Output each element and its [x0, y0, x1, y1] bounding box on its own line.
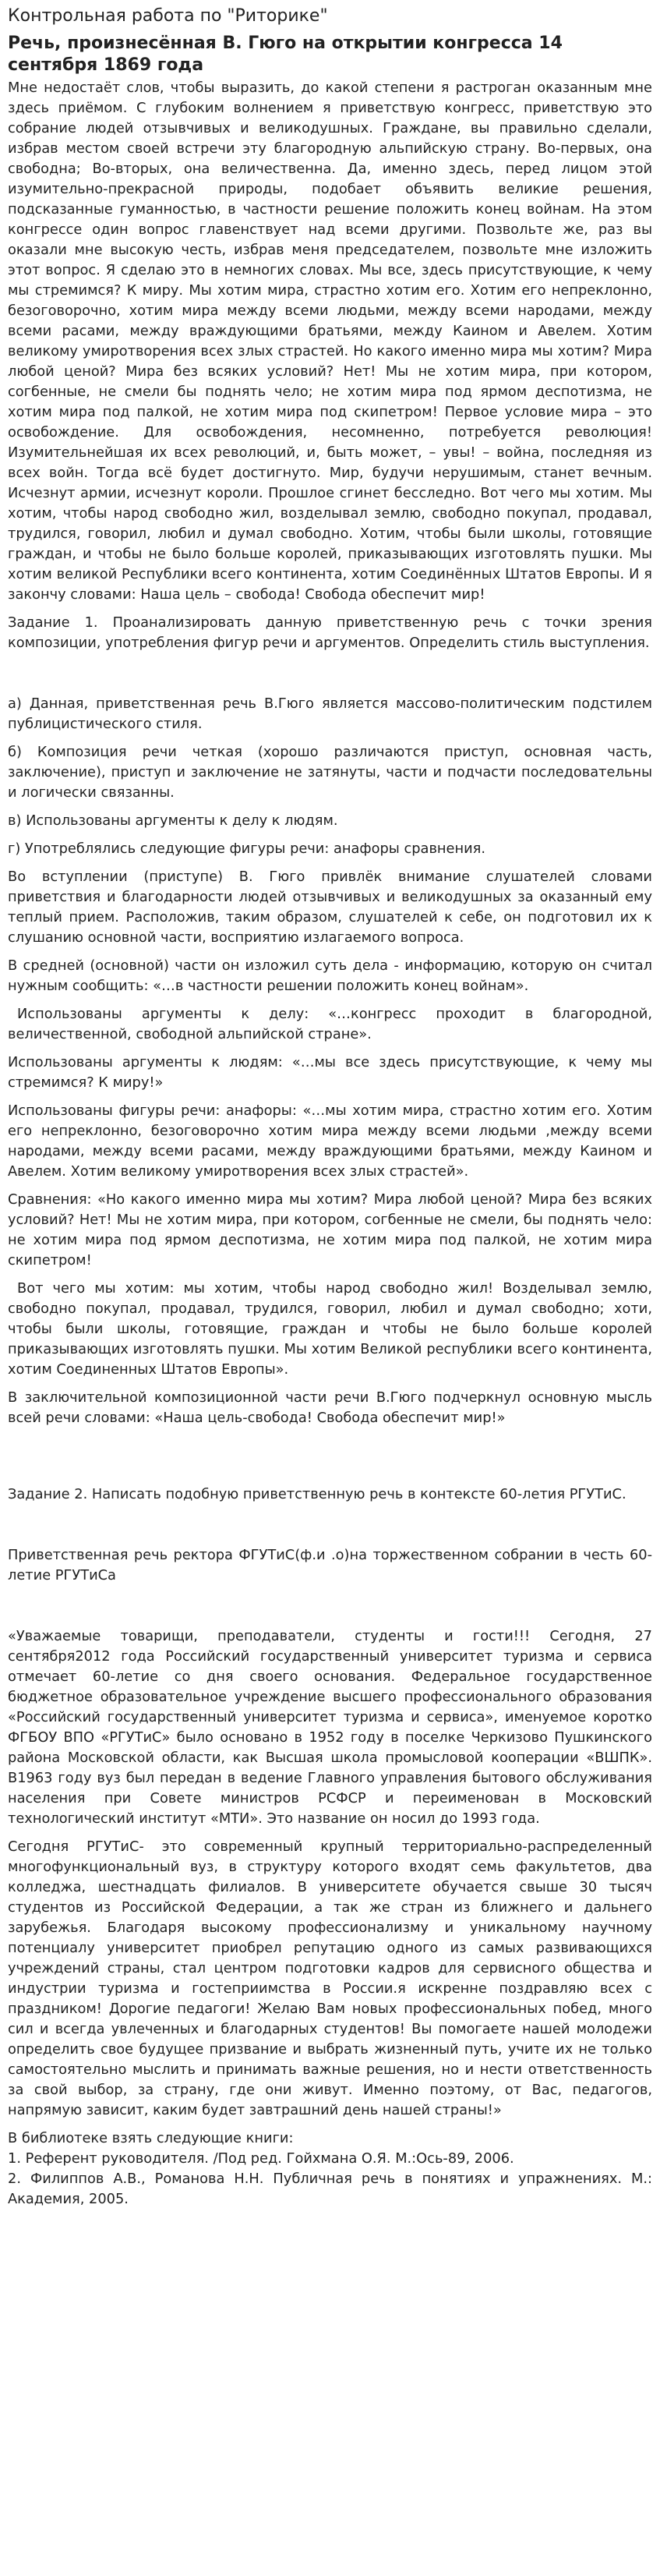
task-2: Задание 2. Написать подобную приветственную речь в контексте 60-летия РГУТиС.	[8, 1486, 626, 1502]
book-item-1: 1. Референт руководителя. /Под ред. Гойхмана О.Я. М.:Ось-89, 2006.	[8, 2150, 514, 2167]
answer-b: б) Композиция речи четкая (хорошо различаются приступ, основная часть, заключение), приступ и заключение не затянуты, части и подчасти последовательны и логически связанны.	[8, 744, 652, 801]
analysis-anaphora: Использованы фигуры речи: анафоры: «…мы хотим мира, страстно хотим его. Хотим его непреклонно, безоговорочно хотим мира между всеми людьми ,между всеми народами, между всеми расами, между враждующими братьями, между Каином и Авелем. Хотим великому умиротворения всех злых страстей».	[8, 1102, 652, 1180]
speech-text: Мне недостаёт слов, чтобы выразить, до какой степени я растроган оказанным мне здесь приёмом. С глубоким волнением я приветствую конгресс, приветствую это собрание людей отзывчивых и великодушных. Граждане, вы правильно сделали, избрав местом своей встречи эту благородную альпийскую страну. Во-первых, она свободна; Во-вторых, она величественна. Да, именно здесь, перед лицом этой изумительно-прекрасной природы, подобает объявить великие решения, подсказанные гуманностью, в частности решение положить конец войнам. На этом конгрессе один вопрос главенствует над всеми другими. Позвольте же, раз вы оказали мне высокую честь, избрав меня председателем, позвольте мне изложить этот вопрос. Я сделаю это в немногих словах. Мы все, здесь присутствующие, к чему мы стремимся? К миру. Мы хотим мира, страстно хотим его. Хотим его непреклонно, безоговорочно, хотим мира между всеми людьми, между всеми народами, между всеми расами, между враждующими братьями, между Каином и Авелем. Хотим великому умиротворения всех злых страстей. Но какого именно мира мы хотим? Мира любой ценой? Мира без всяких условий? Нет! Мы не хотим мира, при котором, согбенные, не смели бы поднять чело; не хотим мира под ярмом деспотизма, не хотим мира под палкой, не хотим мира под скипетром! Первое условие мира – это освобождение. Для освобождения, несомненно, потребуется революция! Изумительнейшая их всех революций, и, быть может, – увы! – война, последняя из всех войн. Тогда всё будет достигнуто. Мир, будучи нерушимым, станет вечным. Исчезнут армии, исчезнут короли. Прошлое сгинет бесследно. Вот чего мы хотим. Мы хотим, чтобы народ свободно жил, возделывал землю, свободно покупал, продавал, трудился, говорил, любил и думал свободно. Хотим, чтобы были школы, готовящие граждан, и чтобы не было больше королей, приказывающих изготовлять пушки. Мы хотим великой Республики всего континента, хотим Соединённых Штатов Европы. И я закончу словами: Наша цель – свобода! Свобода обеспечит мир!	[8, 80, 652, 603]
analysis-intro: Во вступлении (приступе) В. Гюго привлёк внимание слушателей словами приветствия и благодарности людей отзывчивых и великодушных за оказанный ему теплый прием. Расположив, таким образом, слушателей к себе, он подготовил их к слушанию основной части, восприятию излагаемого вопроса.	[8, 869, 652, 946]
analysis-comparison: Сравнения: «Но какого именно мира мы хотим? Мира любой ценой? Мира без всяких условий? Нет! Мы не хотим мира, при котором, согбенные не смели, бы поднять чело: не хотим мира под ярмом деспотизма, не хотим мира под палкой, не хотим мира скипетром!	[8, 1191, 652, 1269]
book-item-2: 2. Филиппов А.В., Романова Н.Н. Публичная речь в понятиях и упражнениях. М.: Академия, 2005.	[8, 2171, 652, 2207]
answer-g: г) Употреблялись следующие фигуры речи: анафоры сравнения.	[8, 840, 486, 857]
answer-v: в) Использованы аргументы к делу к людям.	[8, 812, 338, 829]
answer-a: а) Данная, приветственная речь В.Гюго является массово-политическим подстилем публицистического стиля.	[8, 695, 652, 732]
speech2-paragraph-1: «Уважаемые товарищи, преподаватели, студенты и гости!!! Сегодня, 27 сентября2012 года Российский государственный университет туризма и сервиса отмечает 60-летие со дня своего основания. Федеральное государственное бюджетное образовательное учреждение высшего профессионального образования «Российский государственный университет туризма и сервиса», именуемое коротко ФГБОУ ВПО «РГУТиС» было основано в 1952 году в поселке Черкизово Пушкинского района Московской области, как Высшая школа промысловой кооперации «ВШПК». В1963 году вуз был передан в ведение Главного управления бытового обслуживания населения при Совете министров РСФСР и переименован в Московский технологический институт «МТИ». Это название он носил до 1993 года.	[8, 1628, 652, 1827]
speech-heading: Речь, произнесённая В. Гюго на открытии конгресса 14 сентября 1869 года	[8, 34, 563, 75]
analysis-main: В средней (основной) части он изложил суть дела - информацию, которую он считал нужным сообщить: «…в частности решении положить конец войнам».	[8, 957, 652, 994]
speech2-paragraph-2: Сегодня РГУТиС- это современный крупный территориально-распределенный многофункциональный вуз, в структуру которого входят семь факультетов, два колледжа, шестнадцать филиалов. В университете обучается свыше 30 тысяч студентов из Российской Федерации, а так же стран из ближнего и дальнего зарубежья. Благодаря высокому профессионализму и уникальному научному потенциалу университет приобрел репутацию одного из самых развивающихся учреждений страны, стал центром подготовки кадров для сервисного общества и индустрии туризма и гостеприимства в России.я искренне поздравляю всех с праздником! Дорогие педагоги! Желаю Вам новых профессиональных побед, много сил и всегда увлеченных и благодарных студентов! Вы помогаете нашей молодежи определить свое будущее призвание и выбрать жизненный путь, учите их не только самостоятельно мыслить и принимать важные решения, но и нести ответственность за свой выбор, за страну, где они живут. Именно поэтому, от Вас, педагогов, напрямую зависит, каким будет завтрашний день нашей страны!»	[8, 1838, 652, 2118]
analysis-args-people: Использованы аргументы к людям: «…мы все здесь присутствующие, к чему мы стремимся? К миру!»	[8, 1054, 652, 1091]
analysis-args-deed: Использованы аргументы к делу: «…конгресс проходит в благородной, величественной, свободной альпийской стране».	[8, 1006, 652, 1042]
task-1: Задание 1. Проанализировать данную приветственную речь с точки зрения композиции, употребления фигур речи и аргументов. Определить стиль выступления.	[8, 614, 652, 651]
analysis-what-we-want: Вот чего мы хотим: мы хотим, чтобы народ свободно жил! Возделывал землю, свободно покупал, продавал, трудился, говорил, любил и думал свободно; хоти, чтобы были школы, готовящие, граждан и чтобы не было больше королей приказывающих изготовлять пушки. Мы хотим Великой республики всего континента, хотим Соединенных Штатов Европы».	[8, 1280, 652, 1378]
speech2-title: Приветственная речь ректора ФГУТиС(ф.и .о)на торжественном собрании в честь 60- летие РГУТиСа	[8, 1547, 652, 1583]
analysis-conclusion: В заключительной композиционной части речи В.Гюго подчеркнул основную мысль всей речи словами: «Наша цель-свобода! Свобода обеспечит мир!»	[8, 1389, 652, 1426]
document-title: Контрольная работа по "Риторике"	[8, 6, 328, 26]
books-intro: В библиотеке взять следующие книги:	[8, 2130, 294, 2146]
